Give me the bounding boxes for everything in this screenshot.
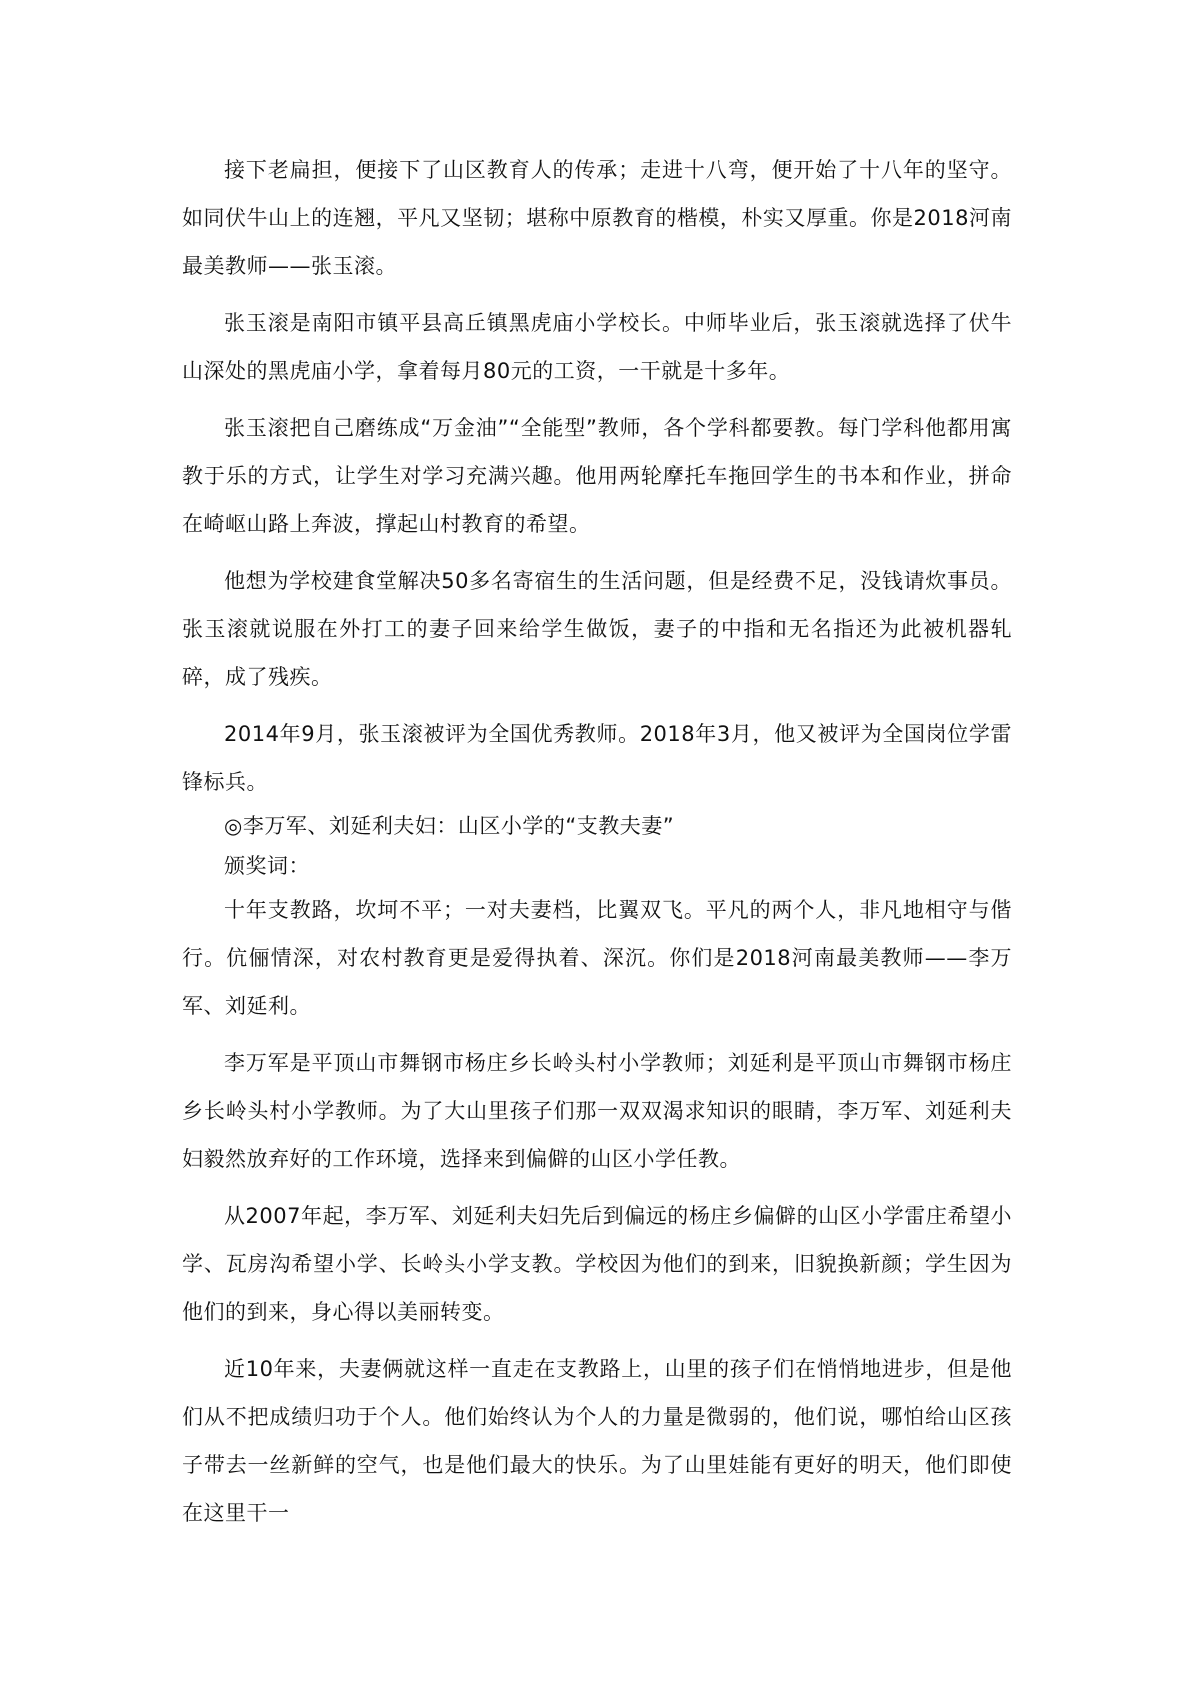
paragraph-zhang-yugun-award: 接下老扁担，便接下了山区教育人的传承；走进十八弯，便开始了十八年的坚守。如同伏牛山上的连翘，平凡又坚韧；堪称中原教育的楷模，朴实又厚重。你是2018河南最美教师——张玉滚。 bbox=[182, 158, 1012, 278]
paragraph-li-liu-decade: 近10年来，夫妻俩就这样一直走在支教路上，山里的孩子们在悄悄地进步，但是他们从不把成绩归功于个人。他们始终认为个人的力量是微弱的，他们说，哪怕给山区孩子带去一丝新鲜的空气，也是他们最大的快乐。为了山里娃能有更好的明天，他们即使在这里干一 bbox=[182, 1357, 1012, 1525]
document-body bbox=[182, 146, 1012, 1537]
paragraph-zhang-yugun-intro: 张玉滚是南阳市镇平县高丘镇黑虎庙小学校长。中师毕业后，张玉滚就选择了伏牛山深处的黑虎庙小学，拿着每月80元的工资，一干就是十多年。 bbox=[182, 311, 1012, 383]
paragraph-li-liu-intro: 李万军是平顶山市舞钢市杨庄乡长岭头村小学教师；刘延利是平顶山市舞钢市杨庄乡长岭头村小学教师。为了大山里孩子们那一双双渴求知识的眼睛，李万军、刘延利夫妇毅然放弃好的工作环境，选择来到偏僻的山区小学任教。 bbox=[182, 1051, 1012, 1171]
paragraph-zhang-yugun-teaching: 张玉滚把自己磨练成“万金油”“全能型”教师，各个学科都要教。每门学科他都用寓教于乐的方式，让学生对学习充满兴趣。他用两轮摩托车拖回学生的书本和作业，拼命在崎岖山路上奔波，撑起山村教育的希望。 bbox=[182, 416, 1012, 536]
award-speech-label: 颁奖词： bbox=[224, 854, 310, 878]
paragraph-zhang-yugun-canteen: 他想为学校建食堂解决50多名寄宿生的生活问题，但是经费不足，没钱请炊事员。张玉滚就说服在外打工的妻子回来给学生做饭，妻子的中指和无名指还为此被机器轧碎，成了残疾。 bbox=[182, 569, 1012, 689]
paragraph-li-liu-schools: 从2007年起，李万军、刘延利夫妇先后到偏远的杨庄乡偏僻的山区小学雷庄希望小学、瓦房沟希望小学、长岭头小学支教。学校因为他们的到来，旧貌换新颜；学生因为他们的到来，身心得以美丽转变。 bbox=[182, 1204, 1012, 1324]
section-heading-li-liu: ◎李万军、刘延利夫妇：山区小学的“支教夫妻” bbox=[224, 814, 675, 838]
paragraph-zhang-yugun-honors: 2014年9月，张玉滚被评为全国优秀教师。2018年3月，他又被评为全国岗位学雷锋标兵。 bbox=[182, 722, 1012, 794]
paragraph-li-liu-award: 十年支教路，坎坷不平；一对夫妻档，比翼双飞。平凡的两个人，非凡地相守与偕行。伉俪情深，对农村教育更是爱得执着、深沉。你们是2018河南最美教师——李万军、刘延利。 bbox=[182, 898, 1012, 1018]
